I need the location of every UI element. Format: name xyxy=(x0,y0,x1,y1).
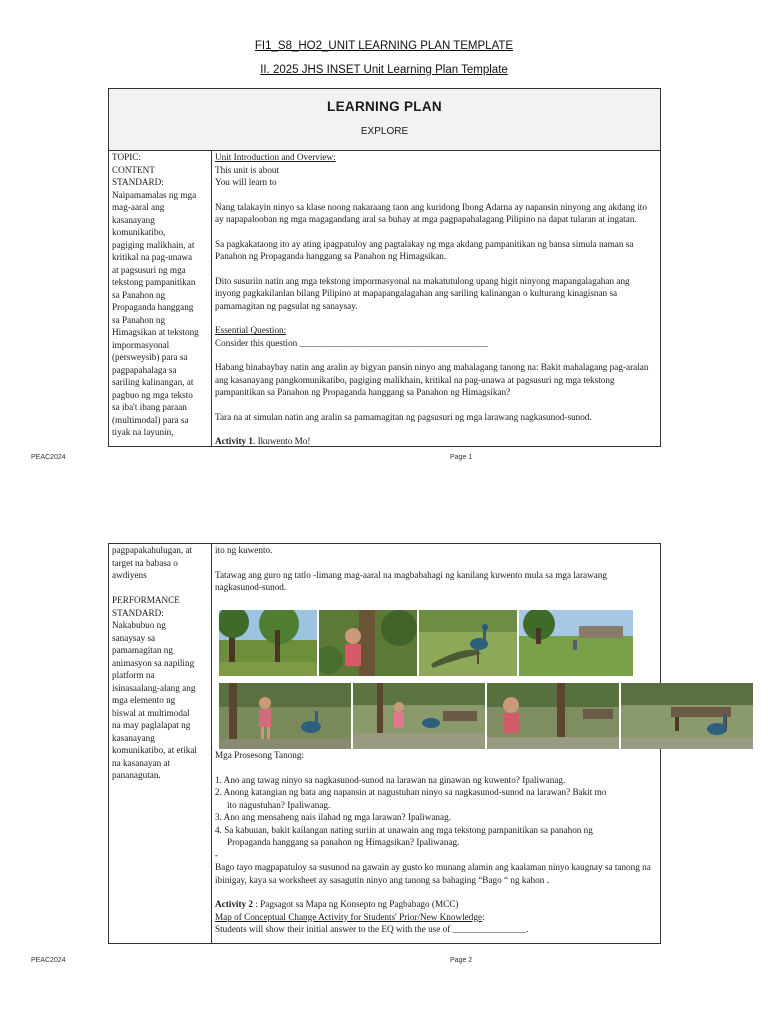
page1-column-divider xyxy=(211,150,212,447)
standard-text-p2-line: platform na xyxy=(112,670,155,680)
learning-plan-title: LEARNING PLAN xyxy=(327,99,442,114)
child-smiling-photo xyxy=(487,683,619,749)
standard-text-p2-line: awdiyens xyxy=(112,570,147,580)
question-4: 4. Sa kabuuan, bakit kailangan nating suriin at unawain ang mga tekstong pampanitikan sa panahon ng xyxy=(215,824,593,835)
standard-text-p2-line xyxy=(112,582,209,595)
child-tree-photo xyxy=(319,610,417,676)
unit-learn-line: You will learn to xyxy=(215,177,277,187)
standard-text-p2-line: animasyon sa napiling xyxy=(112,657,195,668)
footer-page-number-1: Page 1 xyxy=(450,454,473,461)
standard-text-p2-line: isinasaalang-alang ang xyxy=(112,682,196,693)
teacher-call-paragraph: Tatawag ang guro ng tatlo -limang mag-aaral na magbabahagi ng kanilang kuwento mula sa mga larawang nagkasunod-sunod. xyxy=(215,569,607,592)
question-4-continued: Propaganda hanggang sa panahon ng Himagsikan? Ipaliwanag. xyxy=(227,837,460,847)
mcc-activity-title: Map of Conceptual Change Activity for Students' Prior/New Knowledge xyxy=(215,911,483,922)
guiding-question-paragraph: Habang binabaybay natin ang aralin ay bigyan pansin ninyo ang mahalagang tanong na: Bakit mahalagang pag-aralan ang kasanayang pangkomunikatibo, pagiging malikhain, kritikal na pag-unawa at pagsusuri ng mga tekstong pampanitikan sa Panahon ng Propaganda hanggang sa Panahon ng Himagsikan? xyxy=(215,362,649,397)
learning-plan-subtitle: EXPLORE xyxy=(360,126,409,137)
standard-text-p1-line: mag-aaral ang xyxy=(112,202,165,212)
question-3: 3. Ano ang mensaheng nais ilahad ng mga larawan? Ipaliwanag. xyxy=(215,812,451,822)
standard-text-p2-line: Nakabubuo ng xyxy=(112,620,166,630)
activity1-heading xyxy=(215,435,655,446)
question-1: 1. Ano ang tawag ninyo sa nagkasunod-sunod na larawan na ginawan ng kuwento? Ipaliwanag. xyxy=(215,774,566,785)
standard-text-p1-line: Himagsikan at tekstong xyxy=(112,327,199,337)
standard-text-p1-line: Propaganda hanggang xyxy=(112,302,194,312)
standard-text-p2-line: STANDARD: xyxy=(112,607,164,618)
question-2: 2. Anong katangian ng bata ang napansin at nagustuhan ninyo sa nagkasunod-sunod na larawan? Bakit mo xyxy=(215,787,607,797)
standard-text-p1-line: (multimodal) para sa xyxy=(112,414,189,425)
standard-text-p1-line: tiyak na layunin, xyxy=(112,427,174,437)
intro-paragraph-2: Sa pagkakataong ito ay ating ipagpatuloy ang pagtalakay ng mga akdang pampanitikan ng bansa simula naman sa Panahon ng Propaganda hanggang sa Panahon ng Himagsikan. xyxy=(215,238,634,261)
activity2-label: Activity 2 xyxy=(215,899,254,909)
activity2-title: : Pagsagot sa Mapa ng Konsepto ng Pagbabago (MCC) xyxy=(253,899,459,909)
peacock-photo xyxy=(419,610,517,676)
intro-paragraph-1: Nang talakayin ninyo sa klase noong nakaraang taon ang kuridong Ibong Adarna ay napansin ninyong ang akdang ito ay napapalooban ng mga magagandang aral sa buhay at mga pagpapahalagang Pilipino na dapat tularan at ingatan. xyxy=(215,201,647,224)
standard-text-p1-line: sa Panahon ng xyxy=(112,314,166,325)
child-peacock-photo xyxy=(219,683,351,749)
standard-text-p1-line: (persweysib) para sa xyxy=(112,352,188,362)
standard-text-p1-line: pagbuo ng mga teksto xyxy=(112,389,193,400)
standard-text-p2-line: mga elemento ng xyxy=(112,695,176,705)
peacock-bench-photo xyxy=(621,683,753,749)
start-lesson-paragraph: Tara na at simulan natin ang aralin sa pamamagitan ng pagsusuri ng mga larawang nagkasunod-sunod. xyxy=(215,411,592,422)
standard-text-p2-line: na kasanayan at xyxy=(112,757,171,768)
standard-text-p2-line: kasanayang xyxy=(112,732,155,743)
photo-row-2 xyxy=(219,683,753,749)
unit-about-line: This unit is about xyxy=(215,164,280,175)
standard-text-p1-line: TOPIC: xyxy=(112,152,141,162)
standard-text-p2-line: sanaysay sa xyxy=(112,632,156,643)
unit-intro-heading: Unit Introduction and Overview: xyxy=(215,152,336,162)
activity1-label: Activity 1 xyxy=(215,436,254,446)
activity2-heading xyxy=(215,898,655,911)
mcc-colon: : xyxy=(482,911,485,922)
standard-text-p2-line: target na babasa o xyxy=(112,557,178,568)
standard-text-p1-line: pagpapahalaga sa xyxy=(112,364,177,375)
park-trees-photo xyxy=(219,610,317,676)
footer-brand-page1: PEAC2024 xyxy=(31,454,66,461)
mcc-line xyxy=(215,911,655,924)
standard-text-p1-line: sa Panahon ng xyxy=(112,289,166,300)
process-questions-heading: Mga Prosesong Tanong: xyxy=(215,750,305,760)
standard-text-p2-line: pamamagitan ng xyxy=(112,645,173,655)
page2-column-divider xyxy=(211,543,212,944)
question-2-continued: ito nagustuhan? Ipaliwanag. xyxy=(227,799,331,810)
activity1-title: . Ikuwento Mo! xyxy=(253,436,311,446)
standard-text-p1-line: komunikatibo, xyxy=(112,227,166,237)
standard-text-p2-line: komunikatibo, at etikal xyxy=(112,745,197,755)
standard-text-p1-line: pagiging malikhain, at xyxy=(112,239,195,250)
template-code-heading: FI1_S8_HO2_UNIT LEARNING PLAN TEMPLATE xyxy=(254,40,514,52)
standard-text-p1-line: tekstong pampanitikan xyxy=(112,277,196,287)
photo-row-1 xyxy=(219,610,633,676)
standard-text-p2-line: PERFORMANCE xyxy=(112,595,180,605)
lesson-column-page1 xyxy=(215,151,655,446)
story-continuation: ito ng kuwento. xyxy=(215,545,273,555)
students-eq-line: Students will show their initial answer to the EQ with the use of ________________. xyxy=(215,924,529,934)
standard-text-p1-line: impormasyonal xyxy=(112,339,170,350)
lesson-column-page2-lower xyxy=(215,749,655,943)
standard-text-p1-line: kasanayang xyxy=(112,214,155,225)
footer-page-number-2: Page 2 xyxy=(450,957,473,964)
essential-question-line: Consider this question _________________________________________ xyxy=(215,337,488,348)
learning-plan-header xyxy=(108,88,661,151)
standard-text-p1-line: CONTENT xyxy=(112,164,155,175)
standard-text-p2-line: biswal at multimodal xyxy=(112,707,190,718)
standard-text-p2-line: pagpapakahulugan, at xyxy=(112,545,193,555)
dash-marker: - xyxy=(215,849,219,860)
standard-text-p1-line: at pagsusuri ng mga xyxy=(112,264,186,275)
standard-text-p1-line: sa iba't ibang paraan xyxy=(112,402,187,412)
standard-text-p2-line: na may paglalapat ng xyxy=(112,720,191,730)
child-walking-photo xyxy=(353,683,485,749)
standard-text-p1-line: Naipamamalas ng mga xyxy=(112,189,197,200)
standard-text-p1-line: sariling kalinangan, at xyxy=(112,377,194,387)
park-field-photo xyxy=(519,610,633,676)
standard-text-p2-line: pananagutan. xyxy=(112,770,161,780)
footer-brand-page2: PEAC2024 xyxy=(31,957,66,964)
template-title-heading: II. 2025 JHS INSET Unit Learning Plan Template xyxy=(260,64,508,76)
intro-paragraph-3: Dito susuriin natin ang mga tekstong impormasyonal na makatutulong upang higit ninyong mapangalagahan ang inyong pagkakilanlan bilang Pilipino at mapapangalagahan ang sariling kalinangan o kulturang kinagisnan sa pamamagitan ng pagsulat ng sanaysay. xyxy=(215,275,630,311)
worksheet-paragraph: Bago tayo magpapatuloy sa susunod na gawain ay gusto ko munang alamin ang kaalaman ninyo kaugnay sa tanong na ibinigay, kaya sa worksheet ay sasagutin ninyo ang tanong sa bahaging “Bago “ ng kahon . xyxy=(215,862,651,885)
standard-text-p1-line: kritikal na pag-unawa xyxy=(112,252,193,262)
standard-text-p1-line: STANDARD: xyxy=(112,177,164,187)
standards-column-page1 xyxy=(112,151,209,446)
essential-question-heading: Essential Question: xyxy=(215,325,287,335)
standards-column-page2 xyxy=(112,544,209,942)
